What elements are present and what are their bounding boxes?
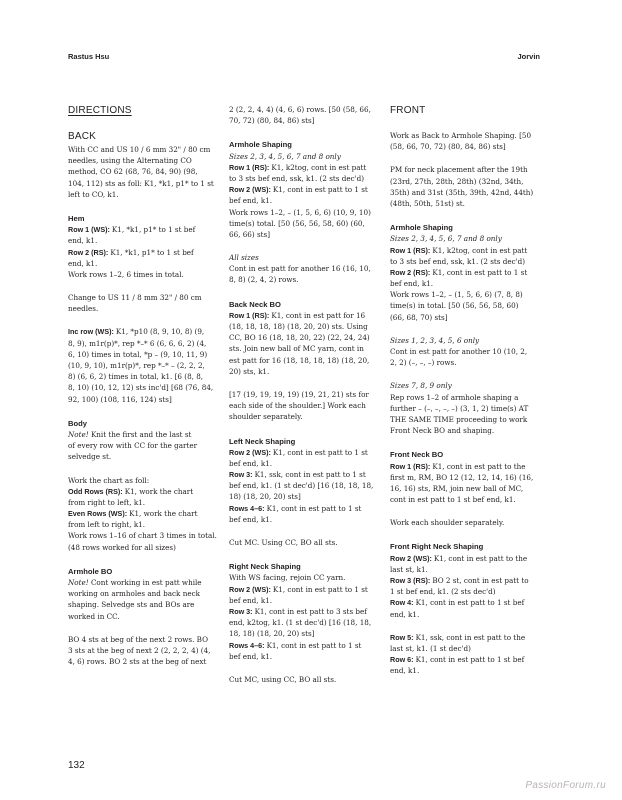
spacer — [229, 525, 377, 537]
text-line: Row 1 (WS): K1, *k1, p1* to 1 st bef — [68, 225, 196, 235]
text-line: Cont in est patt for another 10 (10, 2, — [390, 347, 528, 356]
text-line: bef end, k1. — [390, 279, 434, 289]
text-line: bef end, k1. — [229, 458, 273, 468]
paragraph — [68, 326, 216, 404]
row-label: Row 3 (RS): — [390, 576, 433, 585]
subsection-heading: Armhole Shaping — [229, 140, 292, 150]
paragraph — [390, 164, 538, 209]
paragraph — [390, 461, 538, 506]
column-1 — [68, 104, 216, 667]
text-line: (48th, 50th, 51st) st. — [390, 198, 465, 208]
row-label: Inc row (WS): — [68, 327, 116, 337]
spacer — [390, 620, 538, 632]
text-line: 104, 112) sts as foll: K1, *k1, p1* to 1 st — [68, 178, 214, 188]
text-line: Odd Rows (RS): K1, work the chart — [68, 486, 194, 496]
text-line: Rows 4–6: K1, cont in est patt to 1 st — [229, 503, 362, 513]
spacer — [390, 152, 538, 164]
row-label: Row 3: — [229, 606, 255, 616]
text-line: 35th) and 31st (35th, 39th, 42nd, 44th) — [390, 187, 534, 197]
row-label: Row 5: — [390, 632, 416, 642]
spacer — [390, 528, 538, 540]
text-line: With WS facing, rejoin CC yarn. — [229, 573, 346, 583]
text-line: Row 4: K1, cont in est patt to 1 st bef — [390, 598, 525, 608]
paragraph — [229, 151, 377, 241]
spacer — [229, 286, 377, 298]
text-line: 20) sts, k1. — [229, 366, 270, 376]
spacer — [229, 662, 377, 674]
text-line: Row 1 (RS): K1, cont in est patt for 16 — [229, 310, 366, 320]
text-line: last st, k1. (1 st dec'd) — [390, 643, 471, 653]
spacer — [68, 314, 216, 326]
paragraph — [390, 632, 538, 677]
spacer — [68, 463, 216, 475]
subsection-heading: Front Neck BO — [390, 450, 444, 460]
text-line: Work the chart as foll: — [68, 475, 150, 485]
text-line: est patt for 16 (18, 18, 18, 18) (18, 20, — [229, 355, 370, 365]
text-line: Work as Back to Armhole Shaping. [50 — [390, 131, 532, 140]
text-line: Note! Knit the first and the last st — [68, 429, 192, 439]
text-line: Note! Cont working in est patt while — [68, 578, 202, 587]
text-line: 1 st bef end, k1. (2 sts dec'd) — [390, 587, 496, 597]
text-line — [390, 380, 538, 391]
paragraph — [390, 553, 538, 620]
section-heading: BACK — [68, 131, 97, 142]
text-line: 8, 8) (2, 4, 2) rows. — [229, 275, 299, 285]
text-line: 8) (6, 6, 2) times in total, k1. [6 (8, 8, — [68, 372, 204, 382]
text-line: 8, 9), m1r(p)*, rep *–* 6 (6, 6, 6, 2) (4, — [68, 338, 207, 348]
text-line: Row 5: K1, ssk, cont in est patt to the — [390, 632, 526, 642]
spacer — [68, 622, 216, 634]
text-line: cont in est patt to 1 st bef end, k1. — [390, 495, 516, 505]
paragraph — [390, 335, 538, 369]
text-line: Row 2 (WS): K1, cont in est patt to 1 st — [229, 185, 368, 195]
subsection-heading: Right Neck Shaping — [229, 562, 301, 572]
text-line: sts. Join new ball of MC yarn, cont in — [229, 344, 364, 354]
text-line: 4, 6) rows. BO 2 sts at the beg of next — [68, 657, 207, 667]
spacer — [390, 436, 538, 448]
italic-note: Note! — [68, 429, 91, 439]
text-line: Row 1 (RS): K1, cont in est patt to the — [390, 461, 526, 471]
spacer — [390, 118, 538, 130]
watermark: PassionForum.ru — [525, 780, 606, 791]
column-2 — [229, 104, 377, 685]
paragraph — [68, 475, 216, 553]
running-header-author: Rastus Hsu — [68, 52, 110, 61]
text-line: Row 2 (WS): K1, cont in est patt to 1 st — [229, 447, 368, 457]
text-line: Work rows 1–2, – (1, 5, 6, 6) (10, 9, 10) — [229, 207, 371, 217]
subsection-heading: Back Neck BO — [229, 299, 281, 309]
text-line: left to CO, k1. — [68, 189, 119, 199]
text-line: working on armholes and back neck — [68, 589, 200, 599]
text-line: CC, BO 16 (18, 18, 20, 22) (22, 24, 24) — [229, 333, 370, 343]
paragraph — [229, 389, 377, 423]
text-line: Row 2 (RS): K1, cont in est patt to 1 st — [390, 267, 528, 277]
text-line: bef end, k1. — [229, 651, 273, 661]
text-line: 2, 2) (–, –, –) rows. — [390, 358, 457, 368]
text-line: further – (–, –, –, –) (3, 1, 2) time(s) AT — [390, 403, 529, 413]
page-number: 132 — [68, 760, 85, 771]
text-line: Row 2 (WS): K1, cont in est patt to the — [390, 553, 528, 563]
text-line: Cut MC, using CC, BO all sts. — [229, 674, 337, 684]
spacer — [229, 423, 377, 435]
text-line: Work rows 1–16 of chart 3 times in total. — [68, 531, 217, 541]
spacer — [229, 377, 377, 389]
text-line: last st, k1. — [390, 564, 428, 574]
text-line: bef end, k1. (1 st dec'd) [16 (18, 18, 18, — [229, 481, 374, 491]
text-line: needles, using the Alternating CO — [68, 156, 192, 166]
italic-note: Sizes 1, 2, 3, 4, 5, 6 only — [390, 335, 480, 345]
text-line: Row 3 (RS): BO 2 st, cont in est patt to — [390, 576, 529, 585]
row-label: Row 4: — [390, 598, 416, 608]
text-line — [390, 233, 538, 244]
text-line: (48 rows worked for all sizes) — [68, 542, 176, 552]
text-line: 92, 100) (108, 116, 124) sts] — [68, 394, 172, 404]
text-line: end, k2tog, k1. (1 st dec'd) [16 (18, 18, — [229, 618, 372, 628]
text-line: Row 2 (RS): K1, *k1, p1* to 1 st bef — [68, 247, 194, 257]
paragraph — [68, 292, 216, 314]
row-label: Odd Rows (RS): — [68, 486, 125, 496]
text-line: 18) (18, 20, 20) sts] — [229, 492, 301, 502]
row-label: Rows 4–6: — [229, 503, 267, 513]
paragraph — [229, 537, 377, 548]
row-label: Row 2 (RS): — [68, 247, 111, 257]
text-line: BO 4 sts at beg of the next 2 rows. BO — [68, 634, 208, 644]
text-line: to 3 sts bef end, ssk, k1. (2 sts dec'd) — [390, 256, 526, 266]
paragraph — [229, 572, 377, 662]
row-label: Row 1 (RS): — [229, 310, 272, 320]
row-label: Even Rows (WS): — [68, 509, 130, 519]
text-line: shoulder separately. — [229, 412, 303, 422]
paragraph — [229, 310, 377, 377]
text-line: shaping. Selvedge sts and BOs are — [68, 600, 195, 610]
italic-note: All sizes — [229, 253, 259, 263]
text-line: (18, 18, 18, 18) (18, 20, 20) sts. Using — [229, 322, 368, 331]
text-line: Row 2 (WS): K1, cont in est patt to 1 st — [229, 584, 368, 594]
row-label: Row 1 (RS): — [390, 245, 433, 255]
row-label: Row 2 (RS): — [390, 267, 433, 277]
row-label: Row 2 (WS): — [229, 185, 273, 195]
text-line: time(s) in total. [50 (56, 56, 58, 60) — [390, 301, 519, 311]
text-line: end, k1. — [68, 236, 98, 246]
text-line: of every row with CC for the garter — [68, 441, 198, 451]
text-line: from left to right, k1. — [68, 520, 146, 530]
text-line: [17 (19, 19, 19, 19) (19, 21, 21) sts for — [229, 389, 369, 399]
text-line: 18, 18) (18, 20, 20) sts] — [229, 629, 315, 639]
spacer — [229, 240, 377, 252]
spacer — [390, 209, 538, 221]
paragraph — [390, 517, 538, 528]
text-line: 16, 16) sts, RM, join new ball of MC, — [390, 483, 524, 493]
text-line: 70, 72) (80, 84, 86) sts] — [229, 116, 315, 126]
text-line: Change to US 11 / 8 mm 32" / 80 cm — [68, 293, 202, 303]
text-line: Row 6: K1, cont in est patt to 1 st bef — [390, 655, 525, 665]
paragraph — [68, 144, 216, 200]
text-line: worked in CC. — [68, 611, 120, 621]
paragraph — [68, 429, 216, 463]
subsection-heading: Front Right Neck Shaping — [390, 542, 484, 552]
row-label: Row 6: — [390, 655, 416, 665]
spacer — [68, 280, 216, 292]
running-header-pattern-name: Jorvin — [517, 52, 540, 61]
text-line: (23rd, 27th, 28th, 28th) (32nd, 34th, — [390, 176, 524, 186]
spacer — [68, 553, 216, 565]
spacer — [390, 505, 538, 517]
text-line: Work rows 1–2, – (1, 5, 6, 6) (7, 8, 8) — [390, 290, 523, 300]
text-line: method, CO 62 (68, 76, 84, 90) (98, — [68, 167, 198, 177]
paragraph — [390, 130, 538, 152]
text-line: Work each shoulder separately. — [390, 518, 505, 528]
subsection-heading: Body — [68, 418, 87, 428]
paragraph — [68, 224, 216, 280]
text-line: (66, 68, 70) sts] — [390, 312, 448, 322]
text-line: bef end, k1. — [229, 595, 273, 605]
text-line: PM for neck placement after the 19th — [390, 165, 528, 175]
text-line: Row 1 (RS): K1, k2tog, cont in est patt — [390, 245, 528, 255]
text-line: (10, 9, 10), m1r(p)*, rep *–* – (2, 2, 2, — [68, 361, 205, 370]
text-line: 6, 10) times in total, *p – (9, 10, 11, 9) — [68, 349, 208, 359]
italic-note: Sizes 2, 3, 4, 5, 6, 7 and 8 only — [390, 234, 502, 244]
row-label: Row 2 (WS): — [390, 553, 434, 563]
spacer — [68, 200, 216, 212]
row-label: Row 1 (WS): — [68, 225, 112, 235]
spacer — [229, 126, 377, 138]
italic-note: Note! — [68, 578, 91, 587]
text-line: time(s) total. [50 (56, 56, 58, 60) (60, — [229, 218, 365, 228]
column-3 — [390, 104, 538, 677]
text-line: to 3 sts bef end, ssk, k1. (2 sts dec'd) — [229, 173, 365, 183]
subsection-heading: Armhole BO — [68, 566, 113, 576]
paragraph — [229, 447, 377, 525]
spacer — [229, 548, 377, 560]
paragraph — [229, 674, 377, 685]
text-line — [229, 151, 377, 162]
text-line: Row 1 (RS): K1, k2tog, cont in est patt — [229, 162, 367, 172]
paragraph — [390, 380, 538, 436]
section-heading: FRONT — [390, 105, 426, 116]
text-line: bef end, k1. — [229, 196, 273, 206]
text-line: 66, 66) sts] — [229, 229, 271, 239]
text-line: 2 (2, 2, 4, 4) (4, 6, 6) rows. [50 (58, 66, — [229, 105, 371, 114]
text-line: Row 3: K1, cont in est patt to 3 sts bef — [229, 606, 367, 616]
text-line: Inc row (WS): K1, *p10 (8, 9, 10, 8) (9, — [68, 327, 205, 337]
paragraph — [390, 233, 538, 323]
row-label: Row 3: — [229, 470, 255, 480]
subsection-heading: Armhole Shaping — [390, 223, 453, 233]
row-label: Row 2 (WS): — [229, 447, 273, 457]
paragraph — [68, 634, 216, 668]
text-line — [229, 252, 377, 263]
row-label: Row 2 (WS): — [229, 584, 273, 594]
text-line: each side of the shoulder.] Work each — [229, 401, 366, 411]
text-line: end, k1. — [390, 609, 420, 619]
subsection-heading: Left Neck Shaping — [229, 436, 296, 446]
paragraph — [68, 577, 216, 622]
paragraph — [229, 252, 377, 286]
text-line: bef end, k1. — [229, 514, 273, 524]
row-label: Row 1 (RS): — [229, 162, 272, 172]
subsection-heading: Hem — [68, 213, 85, 223]
text-line: end, k1. — [390, 666, 420, 676]
text-line: selvedge st. — [68, 452, 112, 462]
text-line: Even Rows (WS): K1, work the chart — [68, 509, 198, 519]
spacer — [68, 405, 216, 417]
text-line: 8, 10) (10, 12, 12) sts inc'd] [68 (76, 84, — [68, 383, 214, 393]
text-line: Cut MC. Using CC, BO all sts. — [229, 538, 338, 547]
text-line: (58, 66, 70, 72) (80, 84, 86) sts] — [390, 142, 506, 152]
text-line: With CC and US 10 / 6 mm 32" / 80 cm — [68, 145, 211, 154]
text-line: THE SAME TIME proceeding to work — [390, 414, 528, 424]
text-line: Front Neck BO and shaping. — [390, 426, 495, 436]
text-line: Rows 4–6: K1, cont in est patt to 1 st — [229, 640, 362, 650]
italic-note: Sizes 7, 8, 9 only — [390, 381, 452, 391]
section-heading: DIRECTIONS — [68, 105, 132, 116]
text-line: end, k1. — [68, 258, 98, 268]
row-label: Row 1 (RS): — [390, 461, 433, 471]
text-line: Row 3: K1, ssk, cont in est patt to 1 st — [229, 470, 366, 480]
text-line: needles. — [68, 304, 99, 314]
italic-note: Sizes 2, 3, 4, 5, 6, 7 and 8 only — [229, 151, 341, 161]
spacer — [390, 368, 538, 380]
text-line: Work rows 1–2, 6 times in total. — [68, 269, 184, 279]
text-line: from right to left, k1. — [68, 497, 146, 507]
spacer — [390, 323, 538, 335]
paragraph — [229, 104, 377, 126]
spacer — [68, 118, 216, 130]
text-line — [390, 335, 538, 346]
text-line: first m, RM, BO 12 (12, 12, 14, 16) (16, — [390, 472, 534, 482]
row-label: Rows 4–6: — [229, 640, 267, 650]
text-line: 3 sts at the beg of next 2 (2, 2, 2, 4) (4, — [68, 645, 211, 655]
text-line: Rep rows 1–2 of armhole shaping a — [390, 392, 519, 402]
text-line: Cont in est patt for another 16 (16, 10, — [229, 264, 371, 274]
